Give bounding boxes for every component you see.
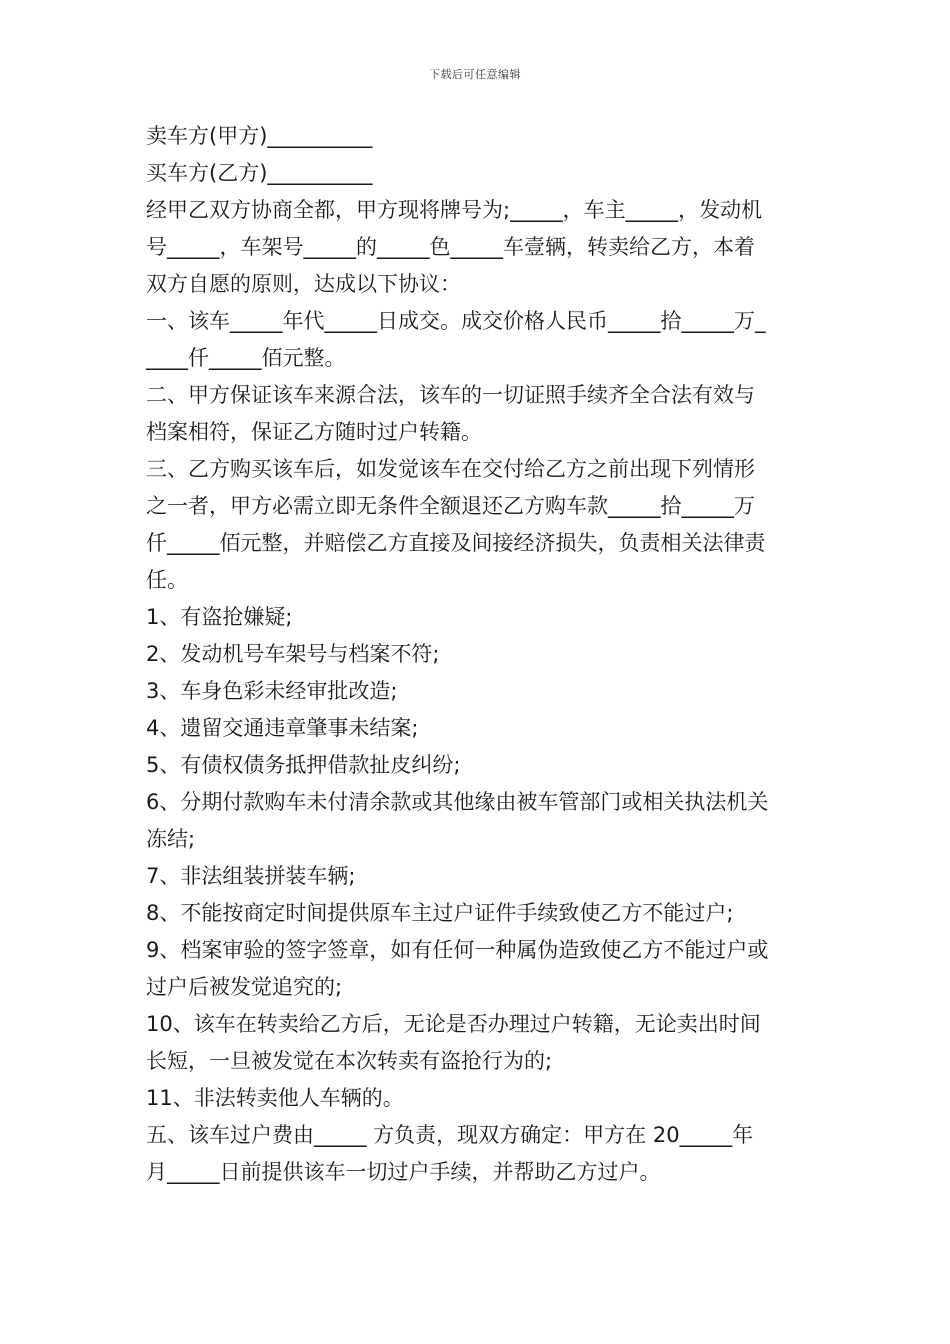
intro-line-2: 号_____，车架号_____的_____色_____车壹辆，转卖给乙方，本着 <box>146 235 755 259</box>
list-item-5: 5、有债权债务抵押借款扯皮纠纷; <box>146 753 461 777</box>
clause-3-line-3: 仟_____佰元整，并赔偿乙方直接及间接经济损失，负责相关法律责 <box>146 531 766 555</box>
intro-line-3: 双方自愿的原则，达成以下协议： <box>146 272 461 296</box>
list-item-8: 8、不能按商定时间提供原车主过户证件手续致使乙方不能过户; <box>146 901 734 925</box>
clause-5-line-1: 五、该车过户费由_____ 方负责，现双方确定：甲方在 20_____年 <box>146 1123 754 1147</box>
clause-1-line-1: 一、该车_____年代_____日成交。成交价格人民币_____拾_____万_ <box>146 309 766 333</box>
clause-3-line-4: 任。 <box>146 568 188 592</box>
clause-5-line-2: 月_____日前提供该车一切过户手续，并帮助乙方过户。 <box>146 1160 661 1184</box>
list-item-4: 4、遗留交通违章肇事未结案; <box>146 716 419 740</box>
clause-2-line-2: 档案相符，保证乙方随时过户转籍。 <box>146 420 482 444</box>
clause-1-line-2: ____仟_____佰元整。 <box>146 346 346 370</box>
seller-line: 卖车方(甲方)__________ <box>146 124 373 148</box>
list-item-11: 11、非法转卖他人车辆的。 <box>146 1086 404 1110</box>
list-item-2: 2、发动机号车架号与档案不符; <box>146 642 440 666</box>
intro-line-1: 经甲乙双方协商全都，甲方现将牌号为;_____，车主_____，发动机 <box>146 198 763 222</box>
clause-2-line-1: 二、甲方保证该车来源合法，该车的一切证照手续齐全合法有效与 <box>146 383 755 407</box>
list-item-1: 1、有盗抢嫌疑; <box>146 605 293 629</box>
page-header-note: 下载后可任意编辑 <box>429 68 521 81</box>
clause-3-line-1: 三、乙方购买该车后，如发觉该车在交付给乙方之前出现下列情形 <box>146 457 755 481</box>
list-item-6-line-1: 6、分期付款购车未付清余款或其他缘由被车管部门或相关执法机关 <box>146 790 769 814</box>
list-item-3: 3、车身色彩未经审批改造; <box>146 679 398 703</box>
list-item-9-line-2: 过户后被发觉追究的; <box>146 975 343 999</box>
list-item-9-line-1: 9、档案审验的签字签章，如有任何一种属伪造致使乙方不能过户或 <box>146 938 769 962</box>
contract-body <box>146 118 816 1191</box>
list-item-6-line-2: 冻结; <box>146 827 196 851</box>
list-item-10-line-1: 10、该车在转卖给乙方后，无论是否办理过户转籍，无论卖出时间 <box>146 1012 761 1036</box>
buyer-line: 买车方(乙方)__________ <box>146 161 373 185</box>
list-item-10-line-2: 长短，一旦被发觉在本次转卖有盗抢行为的; <box>146 1049 553 1073</box>
clause-3-line-2: 之一者，甲方必需立即无条件全额退还乙方购车款_____拾_____万 <box>146 494 755 518</box>
list-item-7: 7、非法组装拼装车辆; <box>146 864 356 888</box>
